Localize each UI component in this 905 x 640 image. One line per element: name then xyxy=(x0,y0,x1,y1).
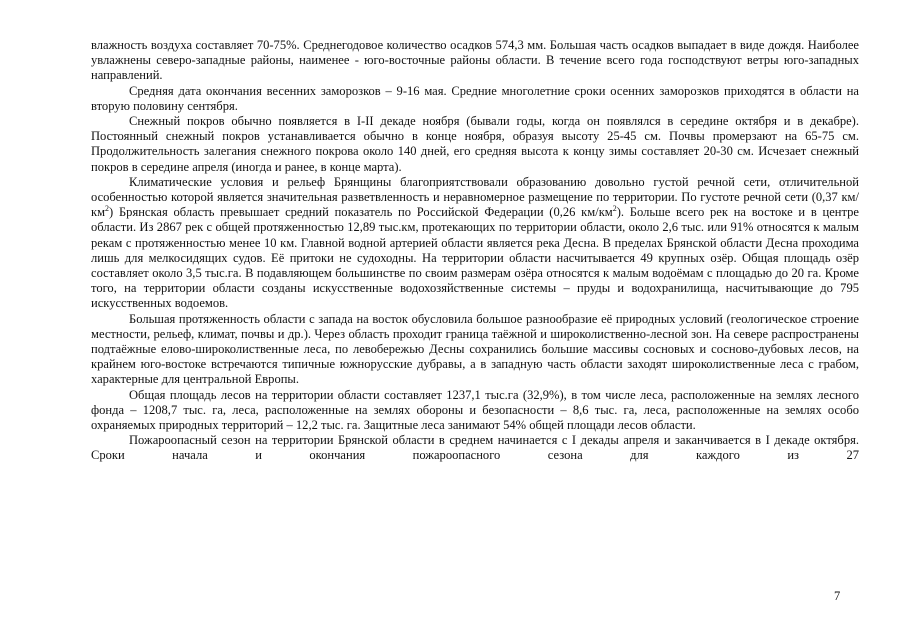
superscript-squared: 2 xyxy=(612,204,617,214)
rivers-text-part-3: ). Больше всего рек на востоке и в центре области. Из 2867 рек с общей протяженностью 12,89 тыс.км, протекающих по территории области, около 2,6 тыс. или 91% относятся к малым рекам с протяженностью менее 10 км. Главной водной артерией области является река Десна. В пределах Брянской области Десна проходима лишь для мелкосидящих судов. Её притоки не судоходны. На территории области насчитывается 49 крупных озёр. Общая площадь озёр составляет около 3,5 тыс.га. В подавляющем большинстве по своим размерам озёра относятся к малым водоёмам с площадью до 20 га. Кроме того, на территории области созданы искусственные водохозяйственные системы – пруды и водохранилища, насчитывающие до 795 искусственных водоемов. xyxy=(91,205,859,311)
rivers-text-part-2: ) Брянская область превышает средний показатель по Российской Федерации (0,26 км/км xyxy=(109,205,613,220)
page-number: 7 xyxy=(834,589,841,603)
paragraph-diversity: Большая протяженность области с запада на восток обусловила большое разнообразие её природных условий (геологическое строение местности, рельеф, климат, почвы и др.). Через область проходит граница таёжной и широколиственно-лесной зон. На севере распространены подтаёжные елово-широколиственные леса, по левобережью Десны сохранились большие массивы сосновых и сосново-дубовых лесов, на крайнем юго-востоке встречаются типичные южнорусские дубравы, а в западную часть области заходят широколиственные леса с грабом, характерные для центральной Европы. xyxy=(91,311,859,387)
paragraph-snow: Снежный покров обычно появляется в I-II декаде ноября (бывали годы, когда он появлялся в середине октября и в декабре). Постоянный снежный покров устанавливается обычно в конце ноября, образуя высоту 25-45 см. Почвы промерзают на 65-75 см. Продолжительность залегания снежного покрова около 140 дней, его средняя высота к концу зимы составляет 20-30 см. Исчезает снежный покров в середине апреля (иногда и ранее, в конце марта). xyxy=(91,114,859,174)
superscript-squared: 2 xyxy=(105,204,110,214)
paragraph-fire-season: Пожароопасный сезон на территории Брянской области в среднем начинается с I декады апреля и заканчивается в I декаде октября. Сроки начала и окончания пожароопасного сезона для каждого из 27 xyxy=(91,433,859,463)
paragraph-humidity: влажность воздуха составляет 70-75%. Среднегодовое количество осадков 574,3 мм. Большая часть осадков выпадает в виде дождя. Наиболее увлажнены северо-западные районы, наименее - юго-восточные районы области. В течение всего года господствуют ветры юго-западных направлений. xyxy=(91,38,859,83)
paragraph-rivers xyxy=(91,175,859,312)
rivers-text-part-1: Климатические условия и рельеф Брянщины благоприятствовали образованию довольно густой речной сети, отличительной особенностью которой является значительная разветвленность и неравномерное размещение по территории. По густоте речной сети (0,37 км/км xyxy=(91,174,859,220)
paragraph-frost: Средняя дата окончания весенних заморозков – 9-16 мая. Средние многолетние сроки осенних заморозков приходятся в области на вторую половину сентября. xyxy=(91,83,859,113)
paragraph-forests: Общая площадь лесов на территории области составляет 1237,1 тыс.га (32,9%), в том числе леса, расположенные на землях лесного фонда – 1208,7 тыс. га, леса, расположенные на землях обороны и безопасности – 8,6 тыс. га, леса, расположенные на землях особо охраняемых природных территорий – 12,2 тыс. га. Защитные леса занимают 54% общей площади лесов области. xyxy=(91,387,859,433)
